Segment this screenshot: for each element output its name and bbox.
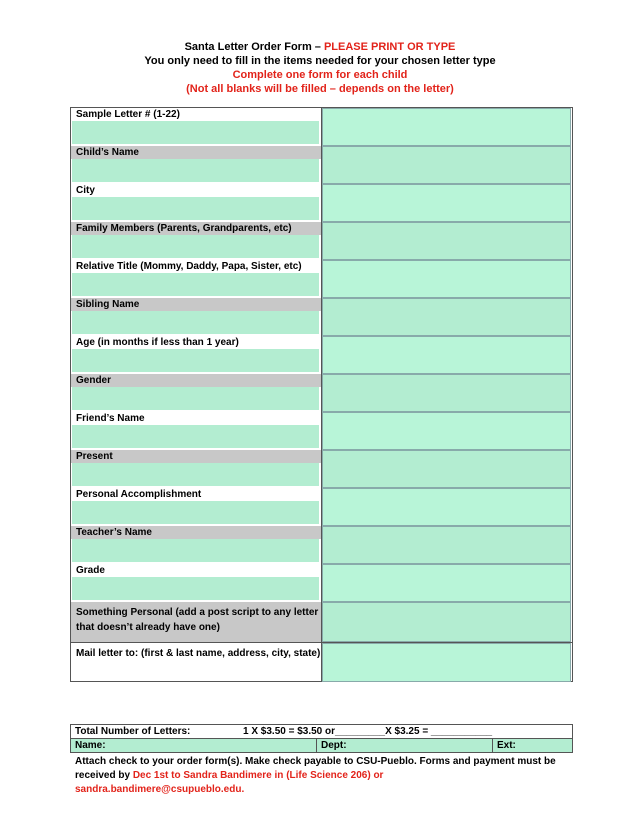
field-label: Family Members (Parents, Grandparents, etc) xyxy=(71,222,321,235)
age-input[interactable] xyxy=(72,349,319,372)
personal-accomplishment-input[interactable] xyxy=(72,501,319,524)
friends-name-input[interactable] xyxy=(72,425,319,448)
field-label: Friend’s Name xyxy=(76,413,145,424)
gender-input[interactable] xyxy=(72,387,319,410)
field-label: Relative Title (Mommy, Daddy, Papa, Sister, etc) xyxy=(76,261,302,272)
blanks-notice: (Not all blanks will be filled – depends on the letter) xyxy=(186,83,454,95)
field-label: Sample Letter # (1-22) xyxy=(76,109,180,120)
childs-name-input[interactable] xyxy=(72,159,319,182)
contact-row xyxy=(70,738,573,753)
total-row xyxy=(70,724,573,739)
dept-field[interactable]: Dept: xyxy=(317,739,493,752)
field-label: City xyxy=(76,185,95,196)
title-text: Santa Letter Order Form – xyxy=(184,41,324,53)
contact-email-link[interactable]: sandra.bandimere@csupueblo.edu xyxy=(75,784,242,795)
column-divider xyxy=(321,108,322,681)
field-label: Mail letter to: (first & last name, address, city, state) xyxy=(76,648,321,659)
field-label: Teacher’s Name xyxy=(71,526,321,539)
sibling-name-input[interactable] xyxy=(72,311,319,334)
field-label: Sibling Name xyxy=(71,298,321,311)
friends-name-value-input[interactable] xyxy=(322,412,571,450)
name-field[interactable]: Name: xyxy=(71,739,317,752)
family-members-value-input[interactable] xyxy=(322,222,571,260)
present-input[interactable] xyxy=(72,463,319,486)
deadline-text: Dec 1st to Sandra Bandimere in (Life Science 206) or xyxy=(132,770,384,781)
something-personal-value-input[interactable] xyxy=(322,602,571,642)
field-label: Age (in months if less than 1 year) xyxy=(76,337,239,348)
relative-title-input[interactable] xyxy=(72,273,319,296)
personal-accomplishment-value-input[interactable] xyxy=(322,488,571,526)
one-form-notice: Complete one form for each child xyxy=(232,69,408,81)
letter-order-form xyxy=(70,107,573,682)
city-input[interactable] xyxy=(72,197,319,220)
gender-value-input[interactable] xyxy=(322,374,571,412)
relative-title-value-input[interactable] xyxy=(322,260,571,298)
instruction-line: You only need to fill in the items needed for your chosen letter type xyxy=(144,55,496,67)
mail-letter-to-value-input[interactable] xyxy=(322,643,571,682)
sample-letter-input[interactable] xyxy=(72,121,319,144)
childs-name-value-input[interactable] xyxy=(322,146,571,184)
grade-value-input[interactable] xyxy=(322,564,571,602)
family-members-input[interactable] xyxy=(72,235,319,258)
payment-instructions xyxy=(75,755,575,797)
field-label: Personal Accomplishment xyxy=(76,489,202,500)
field-label: Gender xyxy=(71,374,321,387)
payment-text: Attach check to your order form(s). Make check payable to CSU-Pueblo. Forms and payment must be received by xyxy=(75,756,556,781)
teachers-name-input[interactable] xyxy=(72,539,319,562)
total-letters-label: Total Number of Letters: xyxy=(75,726,191,737)
price-calculation[interactable]: 1 X $3.50 = $3.50 or_________X $3.25 = ___________ xyxy=(243,726,493,737)
teachers-name-value-input[interactable] xyxy=(322,526,571,564)
age-value-input[interactable] xyxy=(322,336,571,374)
field-label: Grade xyxy=(76,565,105,576)
form-title xyxy=(0,40,640,54)
field-label: Something Personal (add a post script to any letter that doesn’t already have one) xyxy=(71,602,321,642)
sibling-name-value-input[interactable] xyxy=(322,298,571,336)
present-value-input[interactable] xyxy=(322,450,571,488)
field-label: Child’s Name xyxy=(71,146,321,159)
grade-input[interactable] xyxy=(72,577,319,600)
print-or-type-notice: PLEASE PRINT OR TYPE xyxy=(323,41,456,53)
sample-letter-value-input[interactable] xyxy=(322,108,571,146)
city-value-input[interactable] xyxy=(322,184,571,222)
field-label: Present xyxy=(71,450,321,463)
ext-field[interactable]: Ext: xyxy=(497,740,516,751)
period: . xyxy=(241,784,245,795)
